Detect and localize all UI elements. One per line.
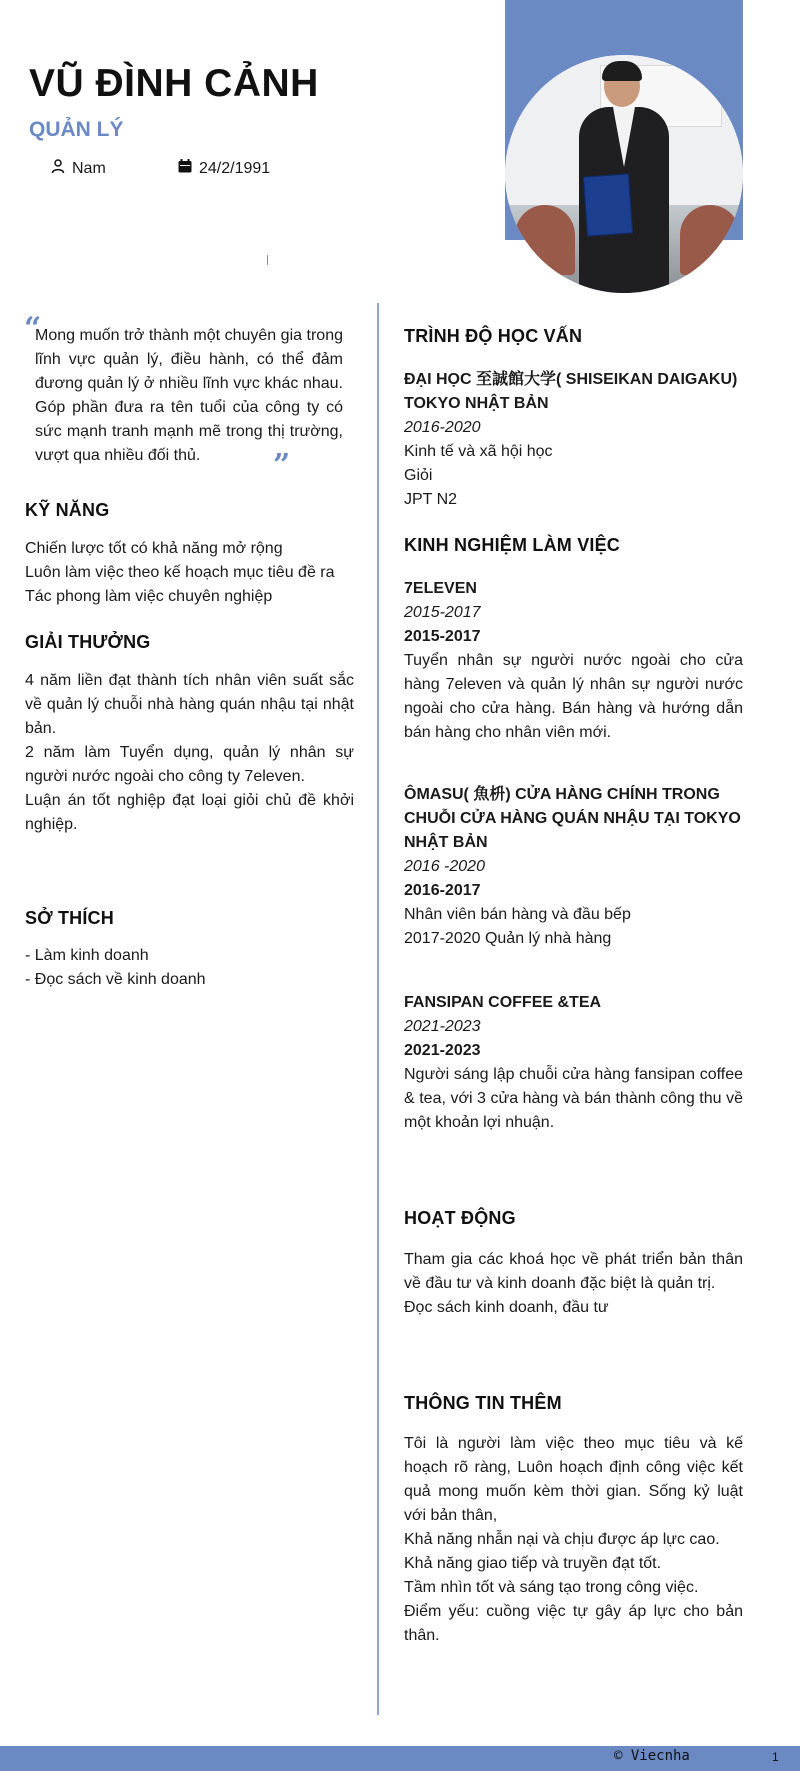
column-divider [377, 303, 379, 1715]
job-line: Tuyển nhân sự người nước ngoài cho cửa hàng 7eleven và quản lý nhân sự người nước ngoài cho cửa hàng. Bán hàng và hướng dẫn bán hàng cho nhân viên mới. [404, 652, 743, 741]
job-period-bold: 2015-2017 [404, 628, 481, 645]
awards-list [25, 669, 354, 837]
job-entry [404, 577, 743, 745]
job-period-bold: 2016-2017 [404, 882, 481, 899]
job-description [404, 903, 743, 951]
activity-line: Tham gia các khoá học về phát triển bản thân về đầu tư và kinh doanh đặc biệt là quản trị. [404, 1251, 743, 1292]
job-entry [404, 991, 743, 1135]
additional-info-list [404, 1432, 743, 1648]
job-entry [404, 783, 743, 951]
additional-info-heading: THÔNG TIN THÊM [404, 1393, 562, 1413]
birthdate-value: 24/2/1991 [199, 159, 271, 177]
experience-heading: KINH NGHIỆM LÀM VIỆC [404, 535, 621, 555]
education-line: Giỏi [404, 467, 433, 484]
job-company: ÔMASU( 魚枡) CỬA HÀNG CHÍNH TRONG CHUỖI CỬA HÀNG QUÁN NHẬU TẠI TOKYO NHẬT BẢN [404, 786, 741, 851]
additional-line: Điểm yếu: cuồng việc tự gây áp lực cho bản thân. [404, 1603, 743, 1644]
person-icon [50, 158, 66, 179]
education-period: 2016-2020 [404, 419, 481, 436]
activity-line: Đọc sách kinh doanh, đầu tư [404, 1299, 609, 1316]
candidate-name: VŨ ĐÌNH CẢNH [29, 62, 319, 105]
footer-page-mark: 1 [772, 1750, 779, 1764]
award-item: 4 năm liền đạt thành tích nhân viên suất sắc về quản lý chuỗi nhà hàng quán nhậu tại nhật bản. [25, 672, 354, 737]
open-quote-icon: “ [24, 311, 42, 346]
job-period: 2021-2023 [404, 1018, 481, 1035]
job-line: 2017-2020 Quản lý nhà hàng [404, 930, 612, 947]
gender-info [50, 158, 106, 179]
job-description [404, 1063, 743, 1135]
education-line: Kinh tế và xã hội học [404, 443, 553, 460]
profile-photo [505, 55, 743, 293]
job-period: 2015-2017 [404, 604, 481, 621]
calendar-icon [177, 158, 193, 179]
award-item: 2 năm làm Tuyển dụng, quản lý nhân sự người nước ngoài cho công ty 7eleven. [25, 744, 354, 785]
job-company: 7ELEVEN [404, 580, 477, 597]
awards-heading: GIẢI THƯỞNG [25, 632, 151, 652]
school-name: ĐẠI HỌC 至誠館大学( SHISEIKAN DAIGAKU) TOKYO NHẬT BẢN [404, 371, 738, 412]
education-details [404, 440, 743, 512]
hobby-item: - Làm kinh doanh [25, 947, 149, 964]
additional-line: Khả năng nhẫn nại và chịu được áp lực cao. [404, 1531, 720, 1548]
hobby-item: - Đọc sách về kinh doanh [25, 971, 206, 988]
job-period-bold: 2021-2023 [404, 1042, 481, 1059]
activities-heading: HOẠT ĐỘNG [404, 1208, 516, 1228]
additional-line: Khả năng giao tiếp và truyền đạt tốt. [404, 1555, 662, 1572]
career-objective: Mong muốn trở thành một chuyên gia trong lĩnh vực quản lý, điều hành, có thể đảm đương quản lý ở nhiều lĩnh vực khác nhau. Góp phần đưa ra tên tuổi của công ty có sức mạnh tranh mạnh mẽ trong thị trường, vượt qua nhiều đối thủ. [35, 327, 343, 464]
education-line: JPT N2 [404, 491, 458, 508]
job-line: Nhân viên bán hàng và đầu bếp [404, 906, 631, 923]
additional-line: Tôi là người làm việc theo mục tiêu và kế hoạch rõ ràng, Luôn hoạch định công việc kết quả mong muốn kèm thời gian. Sống kỷ luật với bản thân, [404, 1435, 743, 1524]
gender-value: Nam [72, 159, 106, 177]
job-period: 2016 -2020 [404, 858, 485, 875]
skill-item: Chiến lược tốt có khả năng mở rộng [25, 540, 283, 557]
job-company: FANSIPAN COFFEE &TEA [404, 994, 602, 1011]
activities-list [404, 1248, 743, 1320]
job-title: QUẢN LÝ [29, 118, 124, 141]
decorative-tick [267, 255, 268, 265]
skills-list [25, 537, 354, 609]
award-item: Luận án tốt nghiệp đạt loại giỏi chủ đề khởi nghiệp. [25, 792, 354, 833]
education-entry [404, 368, 743, 512]
skill-item: Tác phong làm việc chuyên nghiệp [25, 588, 273, 605]
education-heading: TRÌNH ĐỘ HỌC VẤN [404, 326, 583, 346]
hobbies-list [25, 944, 354, 992]
job-line: Người sáng lập chuỗi cửa hàng fansipan coffee & tea, với 3 cửa hàng và bán thành công thu về một khoản lợi nhuận. [404, 1066, 743, 1131]
skill-item: Luôn làm việc theo kế hoạch mục tiêu đề ra [25, 564, 335, 581]
hobbies-heading: SỞ THÍCH [25, 908, 114, 928]
birthdate-info [177, 158, 270, 179]
footer-watermark: © Viecnha [614, 1748, 690, 1764]
job-description [404, 649, 743, 745]
additional-line: Tầm nhìn tốt và sáng tạo trong công việc. [404, 1579, 699, 1596]
close-quote-icon: ” [273, 448, 291, 483]
skills-heading: KỸ NĂNG [25, 500, 110, 520]
